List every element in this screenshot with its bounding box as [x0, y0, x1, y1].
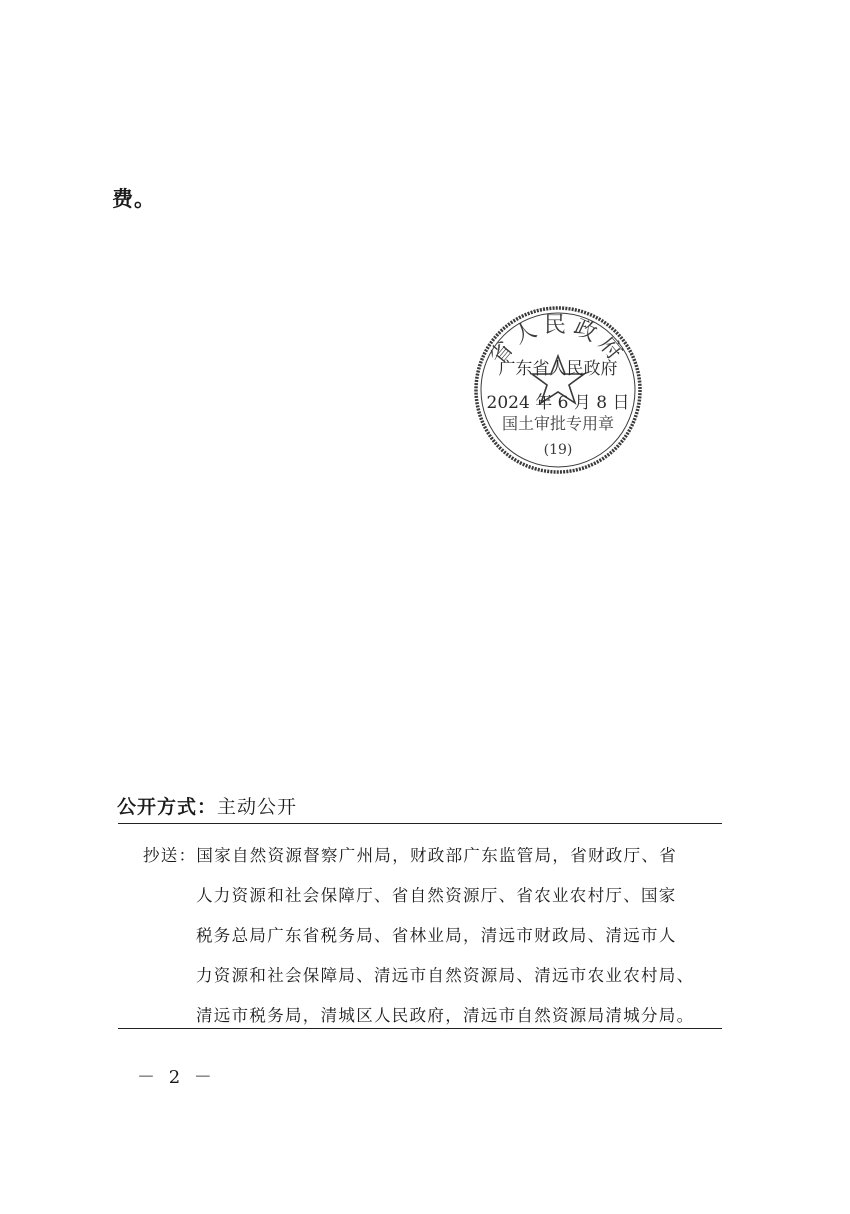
cc-line: [143, 836, 698, 876]
seal-serial: (19): [543, 442, 573, 458]
page-number: － 2 －: [137, 1067, 216, 1088]
official-seal: [472, 304, 644, 476]
cc-line-text: 国家自然资源督察广州局，财政部广东监管局，省财政厅、省: [196, 846, 678, 865]
seal-purpose-line: 国土审批专用章: [501, 414, 615, 433]
cc-line: 人力资源和社会保障厅、省自然资源厅、省农业农村厅、国家: [196, 886, 677, 905]
seal-top-arc: 省人民政府: [485, 313, 631, 370]
cc-block: [143, 836, 698, 1036]
seal-issuer-line: 广东省人民政府: [498, 359, 618, 379]
cc-line: 税务总局广东省税务局、省林业局，清远市财政局、清远市人: [196, 926, 677, 945]
continuation-text: 费。: [112, 186, 156, 211]
disclosure-label: 公开方式：: [117, 796, 218, 818]
disclosure-method: [117, 792, 297, 819]
seal-graphic: [472, 304, 644, 476]
seal-date-line: 2024 年 6 月 8 日: [486, 393, 630, 413]
divider-bottom: [118, 1028, 722, 1029]
cc-label: 抄送：: [143, 846, 197, 865]
divider-top: [118, 823, 722, 824]
cc-line: 清远市税务局，清城区人民政府，清远市自然资源局清城分局。: [196, 1006, 695, 1025]
cc-line: 力资源和社会保障局、清远市自然资源局、清远市农业农村局、: [196, 966, 695, 985]
disclosure-value: 主动公开: [217, 796, 298, 818]
